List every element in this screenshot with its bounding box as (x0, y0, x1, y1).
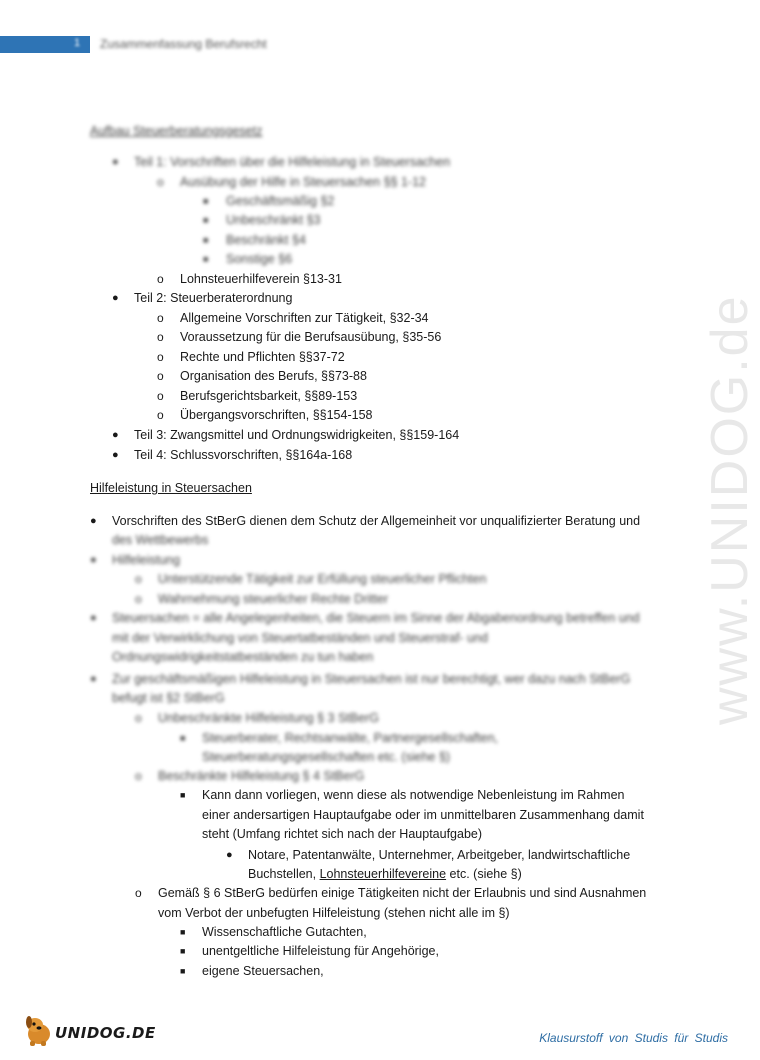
teil2: Teil 2: Steuerberaterordnung (134, 291, 293, 305)
p4-line2: befugt ist §2 StBerG (112, 691, 225, 705)
bullet-icon: ● (90, 612, 97, 624)
p4-sub2-sub-line1: Notare, Patentanwälte, Unternehmer, Arbeitgeber, landwirtschaftliche (248, 848, 631, 862)
p4-sub2-item-line1: Kann dann vorliegen, wenn diese als notwendige Nebenleistung im Rahmen (202, 788, 625, 802)
circle-bullet-icon: o (157, 350, 164, 364)
teil2-item: Allgemeine Vorschriften zur Tätigkeit, §32-34 (180, 311, 429, 325)
teil2-item: Berufsgerichtsbarkeit, §§89-153 (180, 389, 358, 403)
teil4: Teil 4: Schlussvorschriften, §§164a-168 (134, 448, 353, 462)
p2: Hilfeleistung (112, 553, 181, 567)
square-bullet-icon: ■ (180, 966, 186, 976)
p4-sub3-item: Wissenschaftliche Gutachten, (202, 925, 367, 939)
teil1-item: Geschäftsmäßig §2 (226, 194, 335, 208)
p4-sub3-line1: Gemäß § 6 StBerG bedürfen einige Tätigkeiten nicht der Erlaubnis und sind Ausnahmen (158, 886, 647, 900)
bullet-icon: ● (112, 292, 119, 304)
p3-line3: Ordnungswidrigkeitstatbeständen zu tun haben (112, 650, 374, 664)
bullet-icon: ● (90, 515, 97, 527)
p4-sub1-item-line2: Steuerberatungsgesellschaften etc. (siehe §) (202, 750, 451, 764)
circle-bullet-icon: o (157, 369, 164, 383)
unidog-logo[interactable] (22, 1012, 162, 1048)
teil2-item: Voraussetzung für die Berufsausübung, §35-56 (180, 330, 442, 344)
bullet-icon: ● (112, 449, 119, 461)
square-bullet-icon: ■ (203, 215, 209, 225)
p4-line1: Zur geschäftsmäßigen Hilfeleistung in Steuersachen ist nur berechtigt, wer dazu nach StBerG (112, 672, 631, 686)
circle-bullet-icon: o (135, 886, 142, 900)
p4-sub1-item-line1: Steuerberater, Rechtsanwälte, Partnergesellschaften, (202, 731, 499, 745)
footer-tagline: Klausurstoff von Studis für Studis (539, 1031, 728, 1045)
square-bullet-icon: ■ (180, 790, 186, 800)
circle-bullet-icon: o (157, 330, 164, 344)
section1-heading: Aufbau Steuerberatungsgesetz (90, 124, 263, 138)
header-page-number: 1 (74, 37, 81, 49)
circle-bullet-icon: o (157, 408, 164, 422)
bullet-icon: ● (226, 849, 233, 861)
circle-bullet-icon: o (157, 272, 164, 286)
circle-bullet-icon: o (157, 389, 164, 403)
teil1-item: Sonstige §6 (226, 252, 293, 266)
circle-bullet-icon: o (157, 175, 164, 189)
p4-sub2-sub-line2-b: etc. (siehe §) (446, 867, 522, 881)
bullet-icon: ● (90, 673, 97, 685)
teil2-item: Organisation des Berufs, §§73-88 (180, 369, 367, 383)
p3-line1: Steuersachen = alle Angelegenheiten, die Steuern im Sinne der Abgabenordnung betreffen und (112, 611, 640, 625)
lohnsteuerhilfevereine-link[interactable]: Lohnsteuerhilfevereine (319, 867, 447, 881)
teil1: Teil 1: Vorschriften über die Hilfeleistung in Steuersachen (134, 155, 451, 169)
p4-sub2-item-line2: einer andersartigen Hauptaufgabe oder im unmittelbaren Zusammenhang damit (202, 808, 644, 822)
circle-bullet-icon: o (157, 311, 164, 325)
p4-sub2: Beschränkte Hilfeleistung § 4 StBerG (158, 769, 365, 783)
p1-line1: Vorschriften des StBerG dienen dem Schutz der Allgemeinheit vor unqualifizierter Beratung und (112, 514, 641, 528)
p4-sub3-line2: vom Verbot der unbefugten Hilfeleistung (stehen nicht alle im §) (158, 906, 510, 920)
p3-line2: mit der Verwirklichung von Steuertatbeständen und Steuerstraf- und (112, 631, 488, 645)
bullet-icon: ● (90, 554, 97, 566)
square-bullet-icon: ■ (203, 196, 209, 206)
p4-sub2-sub-line2-a: Buchstellen, (248, 867, 320, 881)
bullet-icon: ● (112, 156, 119, 168)
teil1-sub: Ausübung der Hilfe in Steuersachen §§ 1-12 (180, 175, 426, 189)
square-bullet-icon: ■ (203, 235, 209, 245)
p2-sub2: Wahrnehmung steuerlicher Rechte Dritter (158, 592, 389, 606)
circle-bullet-icon: o (135, 592, 142, 606)
section2-heading: Hilfeleistung in Steuersachen (90, 481, 252, 495)
lohnsteuerhilfeverein: Lohnsteuerhilfeverein §13-31 (180, 272, 342, 286)
square-bullet-icon: ■ (180, 927, 186, 937)
p2-sub1: Unterstützende Tätigkeit zur Erfüllung steuerlicher Pflichten (158, 572, 487, 586)
dog-mascot-icon (22, 1012, 56, 1048)
watermark: www.UNIDOG.de (701, 294, 759, 725)
circle-bullet-icon: o (135, 769, 142, 783)
square-bullet-icon: ■ (180, 946, 186, 956)
p1-line2: des Wettbewerbs (112, 533, 209, 547)
p4-sub2-item-line3: steht (Umfang richtet sich nach der Hauptaufgabe) (202, 827, 483, 841)
header-title: Zusammenfassung Berufsrecht (100, 37, 267, 51)
bullet-icon: ● (112, 429, 119, 441)
teil2-item: Übergangsvorschriften, §§154-158 (180, 408, 373, 422)
square-bullet-icon: ■ (180, 733, 186, 743)
p4-sub3-item: unentgeltliche Hilfeleistung für Angehörige, (202, 944, 439, 958)
teil2-item: Rechte und Pflichten §§37-72 (180, 350, 345, 364)
logo-text: UNIDOG.DE (55, 1024, 156, 1042)
p4-sub2-sub-line2 (248, 865, 522, 884)
p4-sub3-item: eigene Steuersachen, (202, 964, 324, 978)
circle-bullet-icon: o (135, 711, 142, 725)
square-bullet-icon: ■ (203, 254, 209, 264)
teil1-item: Unbeschränkt §3 (226, 213, 321, 227)
teil1-item: Beschränkt §4 (226, 233, 306, 247)
p4-sub1: Unbeschränkte Hilfeleistung § 3 StBerG (158, 711, 379, 725)
teil3: Teil 3: Zwangsmittel und Ordnungswidrigkeiten, §§159-164 (134, 428, 460, 442)
circle-bullet-icon: o (135, 572, 142, 586)
